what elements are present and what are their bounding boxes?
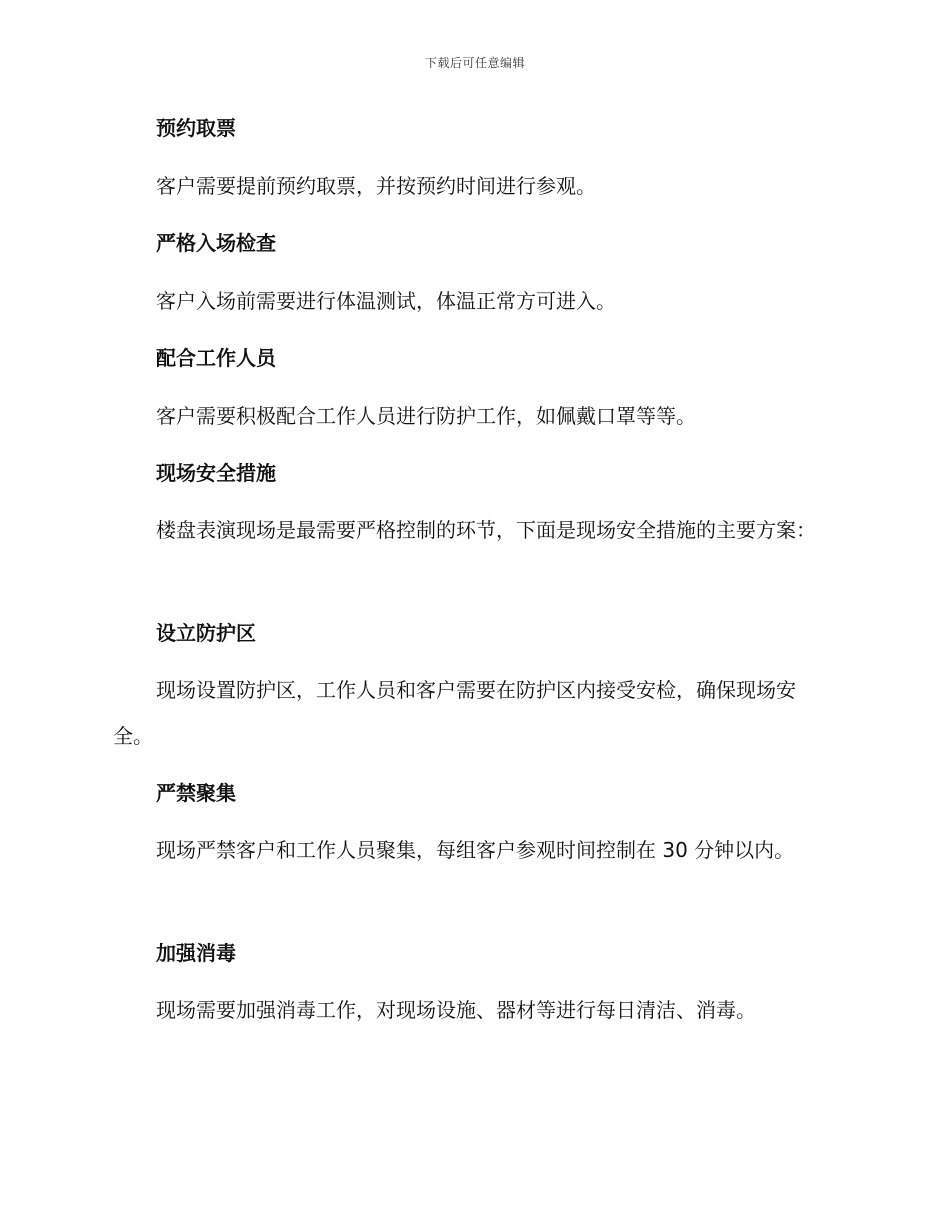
page-header: 下载后可任意编辑 bbox=[424, 56, 525, 70]
section-heading-disinfection: 加强消毒 bbox=[156, 941, 236, 965]
section-heading-site-safety: 现场安全措施 bbox=[156, 461, 276, 485]
section-heading-ticket-booking: 预约取票 bbox=[156, 116, 236, 140]
section-heading-no-gathering: 严禁聚集 bbox=[156, 781, 236, 805]
section-heading-cooperate-staff: 配合工作人员 bbox=[156, 346, 276, 370]
section-heading-protection-zone: 设立防护区 bbox=[156, 621, 256, 645]
section-heading-entry-check: 严格入场检查 bbox=[156, 231, 276, 255]
section-body-site-safety: 楼盘表演现场是最需要严格控制的环节，下面是现场安全措施的主要方案： bbox=[156, 518, 816, 542]
section-body-protection-zone: 现场设置防护区，工作人员和客户需要在防护区内接受安检，确保现场安全。 bbox=[113, 678, 796, 748]
section-body-no-gathering: 现场严禁客户和工作人员聚集，每组客户参观时间控制在 30 分钟以内。 bbox=[156, 838, 795, 862]
section-body-entry-check: 客户入场前需要进行体温测试，体温正常方可进入。 bbox=[156, 289, 616, 313]
section-body-disinfection: 现场需要加强消毒工作，对现场设施、器材等进行每日清洁、消毒。 bbox=[156, 998, 756, 1022]
section-body-ticket-booking: 客户需要提前预约取票，并按预约时间进行参观。 bbox=[156, 174, 596, 198]
section-body-cooperate-staff: 客户需要积极配合工作人员进行防护工作，如佩戴口罩等等。 bbox=[156, 404, 696, 428]
